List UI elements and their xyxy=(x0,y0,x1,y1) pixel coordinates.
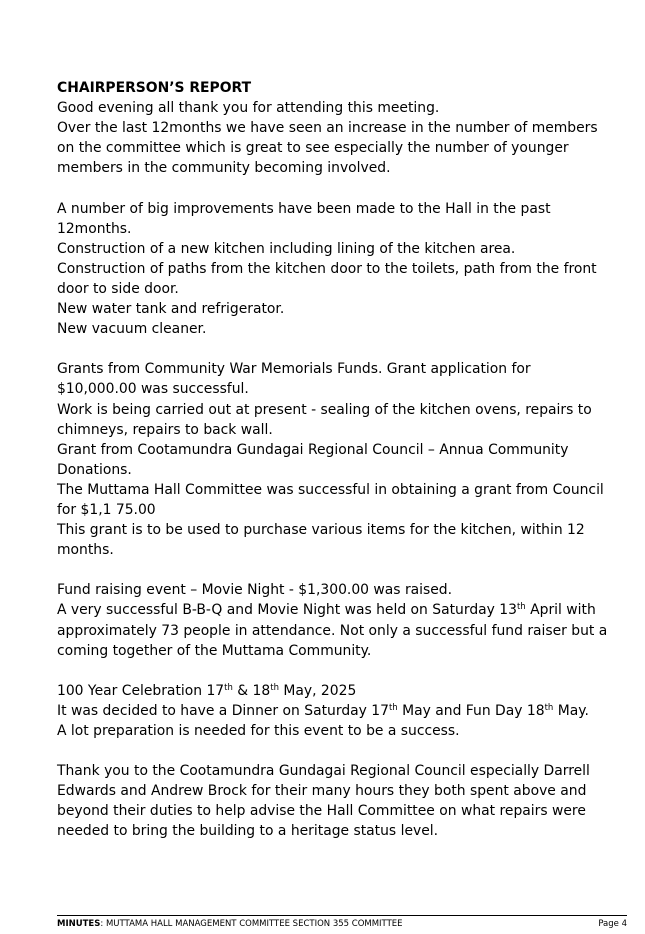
text-line: A lot preparation is needed for this event to be a success. xyxy=(57,723,460,739)
text-line: Work is being carried out at present - sealing of the kitchen ovens, repairs to xyxy=(57,401,592,418)
paragraph-welcome xyxy=(57,98,597,178)
text-line: Construction of a new kitchen including lining of the kitchen area. xyxy=(57,240,516,257)
footer-divider xyxy=(57,915,627,916)
paragraph-gap xyxy=(57,339,597,359)
footer-label: MINUTES xyxy=(57,919,101,929)
text-line xyxy=(57,681,597,701)
text-line: members in the community becoming involved. xyxy=(57,160,391,177)
ordinal-suffix: th xyxy=(270,682,279,693)
ordinal-suffix: th xyxy=(516,602,526,613)
text-segment: May, 2025 xyxy=(278,682,357,699)
page-footer xyxy=(57,919,627,930)
paragraph-gap xyxy=(57,741,597,761)
ordinal-suffix: th xyxy=(544,702,554,713)
text-line: chimneys, repairs to back wall. xyxy=(57,421,273,438)
text-line: months. xyxy=(57,542,114,559)
text-line: New water tank and refrigerator. xyxy=(57,301,285,318)
paragraph-gap xyxy=(57,178,597,198)
text-line: $10,000.00 was successful. xyxy=(57,381,249,398)
text-segment: A very successful B-B-Q and Movie Night was held on Saturday 13 xyxy=(57,602,517,619)
text-line: Construction of paths from the kitchen door to the toilets, path from the front xyxy=(57,260,597,277)
text-line: Fund raising event – Movie Night - $1,300.00 was raised. xyxy=(57,582,453,599)
text-line: door to side door. xyxy=(57,280,179,297)
paragraph-celebration xyxy=(57,681,597,741)
text-line: needed to bring the building to a heritage status level. xyxy=(57,823,439,840)
paragraph-gap xyxy=(57,560,597,580)
paragraph-grants xyxy=(57,359,604,560)
text-line: 12months. xyxy=(57,220,132,237)
paragraph-improvements xyxy=(57,199,597,340)
text-line: Over the last 12months we have seen an increase in the number of members xyxy=(57,120,598,137)
text-line: Good evening all thank you for attending this meeting. xyxy=(57,100,440,117)
text-line: Donations. xyxy=(57,461,132,478)
text-line xyxy=(57,701,597,721)
text-line: on the committee which is great to see especially the number of younger xyxy=(57,140,569,157)
text-line: Grant from Cootamundra Gundagai Regional Council – Annua Community xyxy=(57,441,569,458)
text-segment: 100 Year Celebration 17 xyxy=(57,682,225,699)
paragraph-fundraising xyxy=(57,580,608,660)
text-segment: It was decided to have a Dinner on Saturday 17 xyxy=(57,702,389,719)
paragraph-gap xyxy=(57,661,597,681)
text-line: A number of big improvements have been made to the Hall in the past xyxy=(57,200,551,217)
page-number: Page 4 xyxy=(598,919,627,929)
text-segment: May. xyxy=(553,702,589,719)
text-segment: April with xyxy=(525,602,596,619)
text-line xyxy=(57,600,597,620)
text-line: coming together of the Muttama Community. xyxy=(57,642,372,659)
text-line: New vacuum cleaner. xyxy=(57,321,207,338)
report-heading: CHAIRPERSON’S REPORT xyxy=(57,80,252,96)
text-line: This grant is to be used to purchase various items for the kitchen, within 12 xyxy=(57,522,585,539)
text-line: The Muttama Hall Committee was successful in obtaining a grant from Council xyxy=(57,481,604,498)
text-line: Thank you to the Cootamundra Gundagai Regional Council especially Darrell xyxy=(57,763,590,780)
text-line: Grants from Community War Memorials Funds. Grant application for xyxy=(57,361,531,378)
text-line: for $1,1 75.00 xyxy=(57,501,156,518)
chairperson-report xyxy=(57,78,608,842)
paragraph-thanks xyxy=(57,761,597,841)
text-line: Edwards and Andrew Brock for their many hours they both spent above and xyxy=(57,783,587,800)
text-line: beyond their duties to help advise the Hall Committee on what repairs were xyxy=(57,803,586,820)
text-segment: & 18 xyxy=(232,682,271,699)
footer-text: : MUTTAMA HALL MANAGEMENT COMMITTEE SECTION 355 COMMITTEE xyxy=(100,919,403,929)
text-segment: May and Fun Day 18 xyxy=(397,702,545,719)
ordinal-suffix: th xyxy=(388,702,398,713)
footer-title xyxy=(57,919,403,930)
text-line: approximately 73 people in attendance. Not only a successful fund raiser but a xyxy=(57,622,608,639)
ordinal-suffix: th xyxy=(224,682,233,693)
